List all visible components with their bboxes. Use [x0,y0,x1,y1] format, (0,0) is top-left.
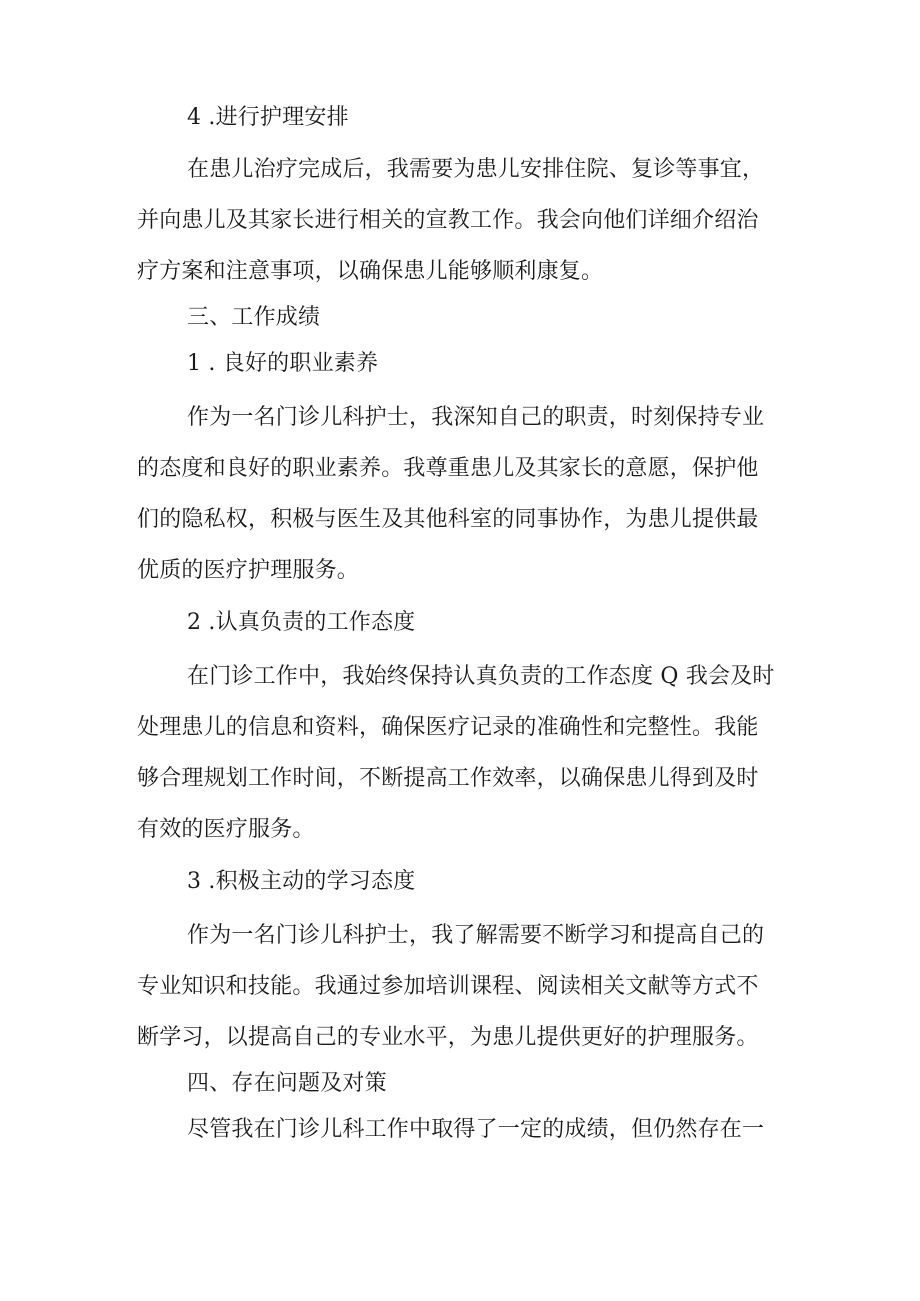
paragraph-line: 处理患儿的信息和资料，确保医疗记录的准确性和完整性。我能 [137,715,759,740]
paragraph-line: 断学习，以提高自己的专业水平，为患儿提供更好的护理服务。 [137,1025,759,1050]
section-heading-work-achievements: 三、工作成绩 [187,305,321,330]
paragraph-line: 尽管我在门诊儿科工作中取得了一定的成绩，但仍然存在一 [187,1117,765,1142]
paragraph-line: 够合理规划工作时间，不断提高工作效率，以确保患儿得到及时 [137,766,759,791]
section-heading-learning-attitude: 3 .积极主动的学习态度 [187,869,416,894]
paragraph-line: 有效的医疗服务。 [137,817,315,842]
paragraph-line: 在患儿治疗完成后，我需要为患儿安排住院、复诊等事宜， [187,157,765,182]
paragraph-responsible-attitude [137,657,797,850]
document-page [137,98,797,1150]
paragraph-line: 们的隐私权，积极与医生及其他科室的同事协作，为患儿提供最 [137,507,759,532]
paragraph-line: 疗方案和注意事项，以确保患儿能够顺利康复。 [137,259,604,284]
paragraph-line: 专业知识和技能。我通过参加培训课程、阅读相关文献等方式不 [137,974,759,999]
section-heading-responsible-attitude: 2 .认真负责的工作态度 [187,610,416,635]
section-heading-problems-and-countermeasures: 四、存在问题及对策 [187,1071,387,1096]
paragraph-learning-attitude [137,916,797,1058]
paragraph-line: 作为一名门诊儿科护士，我了解需要不断学习和提高自己的 [187,923,765,948]
paragraph-care-arrangement [137,150,797,292]
paragraph-problems-and-countermeasures [137,1110,797,1150]
section-heading-professional-quality: 1 . 良好的职业素养 [187,351,379,376]
paragraph-line: 并向患儿及其家长进行相关的宣教工作。我会向他们详细介绍治 [137,208,759,233]
paragraph-professional-quality [137,398,797,591]
paragraph-line: 在门诊工作中，我始终保持认真负责的工作态度 Q 我会及时 [187,664,775,689]
paragraph-line: 的态度和良好的职业素养。我尊重患儿及其家长的意愿，保护他 [137,456,759,481]
paragraph-line: 作为一名门诊儿科护士，我深知自己的职责，时刻保持专业 [187,405,765,430]
section-heading-care-arrangement: 4 .进行护理安排 [187,105,349,130]
paragraph-line: 优质的医疗护理服务。 [137,558,360,583]
